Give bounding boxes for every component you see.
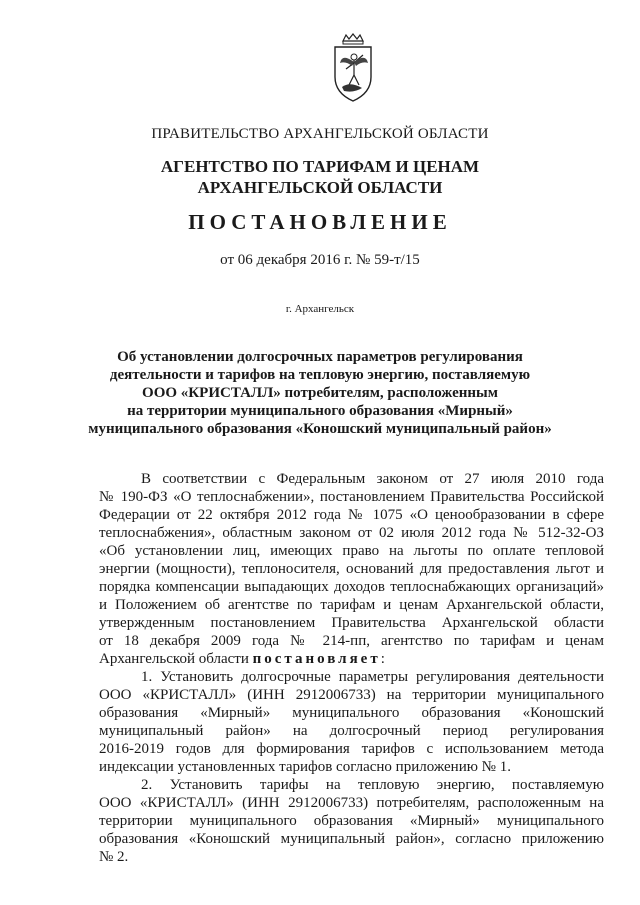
subject-line: на территории муниципального образования «Мирный»: [127, 403, 513, 419]
coat-of-arms-icon: [330, 33, 376, 103]
agency-line-2: АРХАНГЕЛЬСКОЙ ОБЛАСТИ: [197, 178, 443, 197]
agency-line-1: АГЕНТСТВО ПО ТАРИФАМ И ЦЕНАМ: [160, 157, 480, 176]
paragraph-item-2: [99, 776, 604, 866]
body-line: энергии (мощности), теплоносителя, оснований для предоставления льгот и: [99, 561, 604, 577]
subject-line: ООО «КРИСТАЛЛ» потребителям, расположенным: [142, 385, 498, 401]
government-name: ПРАВИТЕЛЬСТВО АРХАНГЕЛЬСКОЙ ОБЛАСТИ: [151, 126, 489, 142]
subject-line: Об установлении долгосрочных параметров регулирования: [117, 349, 523, 365]
body-line: муниципальный район» на долгосрочный период регулирования: [99, 723, 604, 739]
body-line: теплоснабжения», областным законом от 02 июля 2012 года № 512-32-ОЗ: [99, 525, 604, 541]
body-line: № 190-ФЗ «О теплоснабжении», постановлением Правительства Российской: [99, 489, 604, 505]
body-line: Федерации от 22 октября 2012 года № 1075 «О ценообразовании в сфере: [99, 507, 604, 523]
document-type: ПОСТАНОВЛЕНИЕ: [188, 210, 452, 234]
body-text: Архангельской области: [99, 651, 253, 667]
document-body: [99, 470, 604, 866]
body-line: В соответствии с Федеральным законом от 27 июля 2010 года: [141, 471, 604, 487]
body-line: [99, 650, 604, 668]
date-number: от 06 декабря 2016 г. № 59-т/15: [220, 252, 420, 268]
city: г. Архангельск: [285, 303, 355, 315]
body-line: порядка компенсации выпадающих доходов теплоснабжающих организаций»: [99, 579, 604, 595]
subject-line: деятельности и тарифов на тепловую энергию, поставляемую: [109, 367, 531, 383]
body-line: утвержденным постановлением Правительства Архангельской области: [99, 615, 604, 631]
body-line: от 18 декабря 2009 года № 214-пп, агентство по тарифам и ценам: [99, 633, 604, 649]
body-line: ООО «КРИСТАЛЛ» (ИНН 2912006733) потребителям, расположенным на: [99, 795, 604, 811]
body-line: «Об установлении лиц, имеющих право на льготы по оплате тепловой: [99, 543, 604, 559]
paragraph-preamble: [99, 470, 604, 668]
body-line: № 2.: [99, 849, 129, 865]
body-line: и Положением об агентстве по тарифам и ценам Архангельской области,: [99, 597, 604, 613]
body-text: :: [380, 651, 385, 667]
body-line: образования «Коношский муниципальный район», согласно приложению: [99, 831, 604, 847]
body-line: 2. Установить тарифы на тепловую энергию, поставляемую: [141, 777, 604, 793]
body-line: территории муниципального образования «Мирный» муниципального: [99, 813, 604, 829]
document-subject: [0, 348, 640, 438]
body-line: индексации установленных тарифов согласно приложению № 1.: [99, 759, 511, 775]
body-line: 1. Установить долгосрочные параметры регулирования деятельности: [141, 669, 604, 685]
body-line: образования «Мирный» муниципального образования «Коношский: [99, 705, 604, 721]
resolution-word: постановляет: [252, 651, 381, 667]
body-line: ООО «КРИСТАЛЛ» (ИНН 2912006733) на территории муниципального: [99, 687, 604, 703]
subject-line: муниципального образования «Коношский муниципальный район»: [88, 421, 552, 437]
paragraph-item-1: [99, 668, 604, 776]
body-line: 2016-2019 годов для формирования тарифов с использованием метода: [99, 741, 604, 757]
agency-name: [0, 156, 640, 198]
